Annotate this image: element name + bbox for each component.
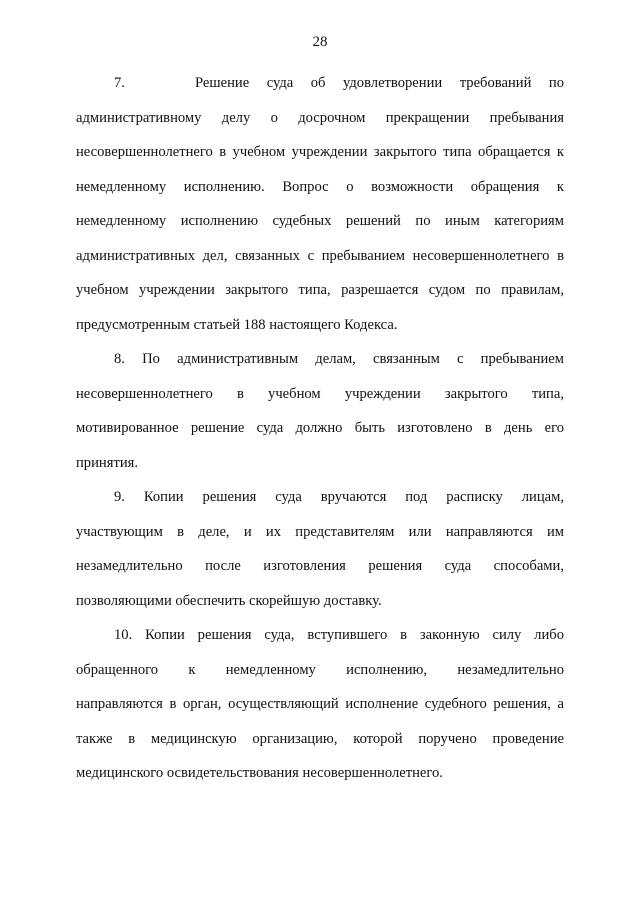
paragraph-line: обращенного к немедленному исполнению, незамедлительно (76, 661, 564, 678)
paragraph-line: медицинского освидетельствования несовершеннолетнего. (76, 765, 443, 781)
paragraph-line: учебном учреждении закрытого типа, разрешается судом по правилам, (76, 282, 564, 298)
page-number: 28 (312, 34, 328, 50)
paragraph (76, 342, 564, 480)
paragraph-line: 8. По административным делам, связанным с пребыванием (114, 351, 564, 367)
paragraph-line: 10. Копии решения суда, вступившего в законную силу либо (114, 627, 564, 643)
paragraph-line: несовершеннолетнего в учебном учреждении закрытого типа, (76, 385, 564, 402)
paragraph-line: принятия. (76, 454, 138, 471)
paragraph-line: незамедлительно после изготовления решения суда способами, (76, 558, 564, 574)
paragraph-line: немедленному исполнению судебных решений по иным категориям (76, 213, 564, 229)
paragraph (76, 480, 564, 618)
paragraph-line: немедленному исполнению. Вопрос о возможности обращения к (76, 178, 564, 195)
paragraph-line: несовершеннолетнего в учебном учреждении закрытого типа обращается к (76, 144, 564, 160)
paragraph-line: мотивированное решение суда должно быть изготовлено в день его (76, 420, 564, 436)
paragraph-line: 9. Копии решения суда вручаются под расписку лицам, (114, 489, 564, 505)
paragraph-line: административному делу о досрочном прекращении пребывания (76, 109, 564, 126)
paragraph-line: предусмотренным статьей 188 настоящего Кодекса. (76, 316, 398, 333)
document-body (76, 66, 564, 791)
paragraph-line: направляются в орган, осуществляющий исполнение судебного решения, а (76, 696, 564, 712)
paragraph-line: позволяющими обеспечить скорейшую доставку. (76, 592, 382, 609)
paragraph-line: участвующим в деле, и их представителям или направляются им (76, 523, 564, 540)
paragraph-line: административных дел, связанных с пребыванием несовершеннолетнего в (76, 247, 564, 264)
paragraph-line: 7. Решение суда об удовлетворении требований по (114, 75, 564, 91)
paragraph-line: также в медицинскую организацию, которой поручено проведение (76, 730, 564, 747)
paragraph (76, 618, 564, 791)
paragraph (76, 66, 564, 342)
